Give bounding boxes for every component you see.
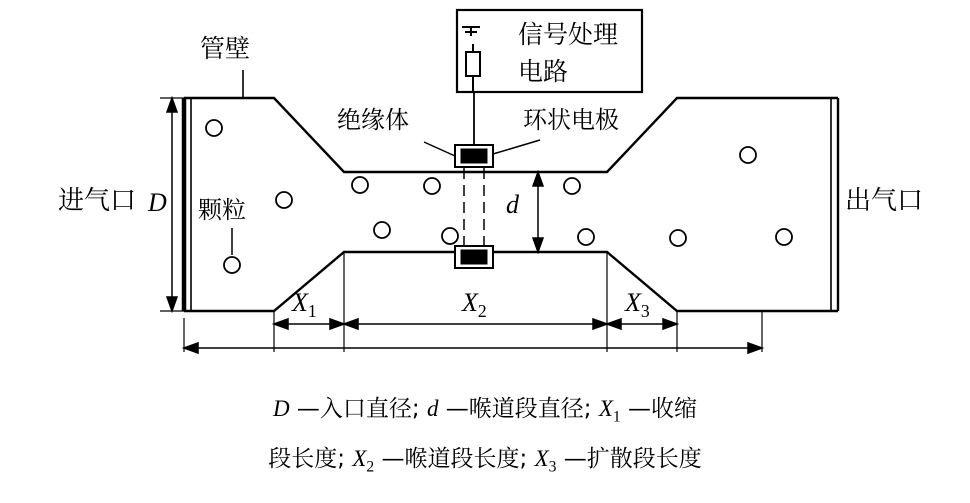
caption-subscript: 2 — [366, 458, 375, 476]
inlet-label: 进气口 — [58, 186, 137, 216]
caption-text: —喉道段直径; — [438, 396, 599, 422]
dimension-X1-symbol: X — [292, 288, 308, 317]
caption-line-2 — [0, 440, 970, 477]
dimension-X2-label — [462, 290, 487, 321]
caption-text: 段长度; — [268, 446, 353, 472]
dimension-X3-symbol: X — [625, 288, 641, 317]
dimension-X2-subscript: 2 — [477, 301, 487, 322]
ring-electrode-leader — [493, 140, 540, 154]
insulator-label: 绝缘体 — [337, 106, 409, 134]
caption-symbol: d — [426, 396, 439, 421]
particle-group — [206, 120, 792, 273]
insulator-leader — [424, 142, 455, 156]
caption-symbol: D — [272, 396, 290, 421]
caption-subscript: 3 — [548, 458, 557, 476]
caption-symbol: X — [598, 396, 613, 421]
ring-electrode-bottom — [461, 250, 487, 264]
caption-text: —扩散段长度 — [556, 446, 702, 472]
dimension-X1-label — [292, 290, 317, 321]
ring-electrode-top — [461, 149, 487, 163]
caption-subscript: 1 — [612, 408, 621, 426]
caption-line-1 — [0, 390, 970, 427]
dimension-X1-subscript: 1 — [307, 301, 317, 322]
caption-text: —入口直径; — [289, 396, 427, 422]
particle-label: 颗粒 — [198, 196, 246, 224]
outlet-label: 出气口 — [845, 186, 924, 216]
dimension-X2-symbol: X — [462, 288, 478, 317]
dimension-d-label: d — [506, 190, 519, 219]
dimension-overall — [184, 343, 762, 353]
ring-electrode-label: 环状电极 — [523, 106, 619, 134]
signal-box-line1: 信号处理 — [518, 20, 619, 49]
caption-symbol: X — [352, 446, 367, 471]
electrode-channel — [464, 168, 484, 258]
dimension-d — [533, 172, 543, 252]
dimension-X3-subscript: 3 — [640, 301, 650, 322]
caption-text: —收缩 — [620, 396, 698, 422]
signal-box-line2: 电路 — [518, 57, 569, 86]
caption-text: —喉道段长度; — [374, 446, 535, 472]
upper-wall-profile — [184, 98, 838, 172]
pipe-wall-label: 管壁 — [200, 34, 251, 63]
dimension-X3-label — [625, 290, 650, 321]
caption-symbol: X — [534, 446, 549, 471]
lower-wall-profile — [184, 252, 838, 311]
dimension-D-label: D — [148, 188, 167, 217]
